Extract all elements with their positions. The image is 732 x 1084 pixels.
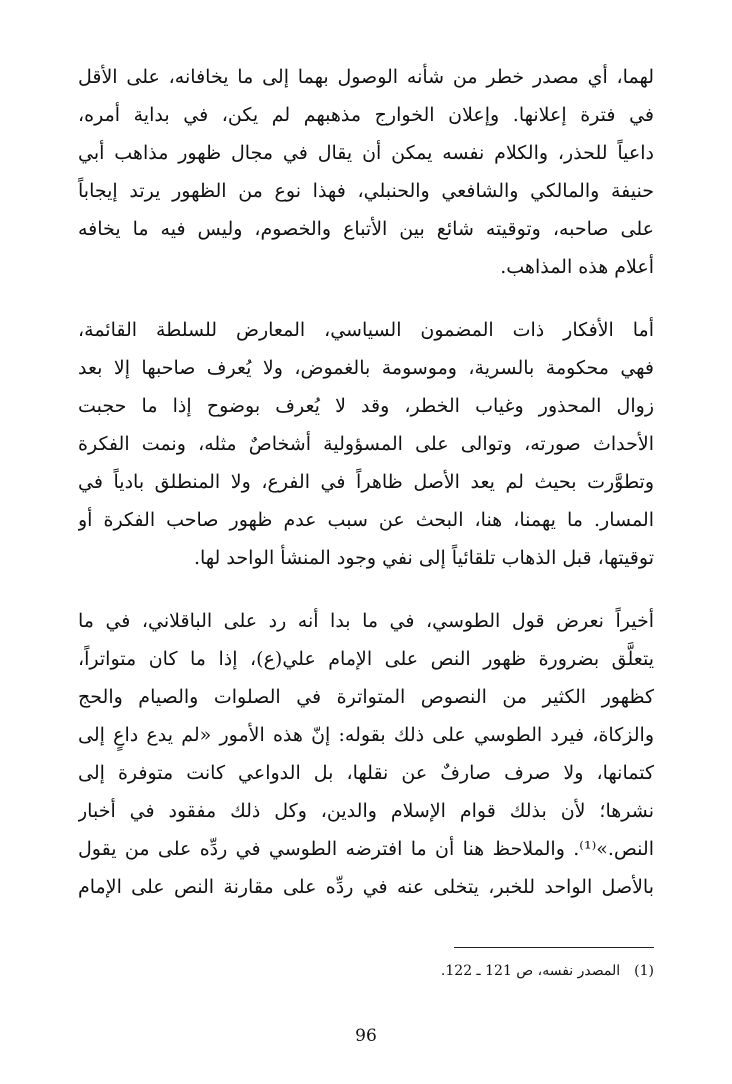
text-line: توقيتها، قبل الذهاب تلقائياً إلى نفي وجود المنشأ الواحد لها. <box>193 547 654 569</box>
text-line: كتمانها، ولا صرف صارفٌ عن نقلها، بل الدواعي كانت متوفرة إلى <box>78 762 654 784</box>
text-line: داعياً للحذر، والكلام نفسه يمكن أن يقال في مجال ظهور مذاهب أبي <box>78 142 654 164</box>
text-line: أخيراً نعرض قول الطوسي، في ما بدا أنه رد على الباقلاني، في ما <box>78 610 654 632</box>
text-line: حنيفة والمالكي والشافعي والحنبلي، فهذا نوع من الظهور يرتد إيجاباً <box>78 180 654 202</box>
text-line: أما الأفكار ذات المضمون السياسي، المعارض للسلطة القائمة، <box>78 319 654 341</box>
footnote-text: المصدر نفسه، ص 121 ـ 122. <box>440 963 621 979</box>
text-line: نشرها؛ لأن بذلك قوام الإسلام والدين، وكل ذلك مفقود في أخبار <box>78 800 654 822</box>
page-number: 96 <box>355 1026 377 1046</box>
text-line: بالأصل الواحد للخبر، يتخلى عنه في ردِّه على مقارنة النص على الإمام <box>78 876 654 898</box>
text-line: لهما، أي مصدر خطر من شأنه الوصول بهما إلى ما يخافانه، على الأقل <box>78 66 654 88</box>
footnote-divider <box>454 947 654 948</box>
text-line: وتطوَّرت بحيث لم يعد الأصل ظاهراً في الفرع، ولا المنطلق بادياً في <box>78 471 654 493</box>
footnote <box>300 957 654 985</box>
text-line: على صاحبه، وتوقيته شائع بين الأتباع والخصوم، وليس فيه ما يخافه <box>78 218 654 240</box>
text-line: كظهور الكثير من النصوص المتواترة في الصلوات والصيام والحج <box>78 686 654 708</box>
text-line: زوال المحذور وغياب الخطر، وقد لا يُعرف بوضوح إذا ما حجبت <box>78 395 654 417</box>
text-line: فهي محكومة بالسرية، وموسومة بالغموض، ولا يُعرف صاحبها إلا بعد <box>78 357 654 379</box>
text-line: أعلام هذه المذاهب. <box>500 256 654 278</box>
text-line: والزكاة، فيرد الطوسي على ذلك بقوله: إنّ هذه الأمور «لم يدع داعٍ إلى <box>78 724 654 746</box>
text-line: النص.»⁽¹⁾. والملاحظ هنا أن ما افترضه الطوسي في ردِّه على من يقول <box>78 838 654 860</box>
paragraph-2 <box>78 311 654 577</box>
text-line: المسار. ما يهمنا، هنا، البحث عن سبب عدم ظهور صاحب الفكرة أو <box>78 509 654 531</box>
text-line: في فترة إعلانها. وإعلان الخوارج مذهبهم لم يكن، في بداية أمره، <box>78 104 654 126</box>
text-line: الأحداث صورته، وتوالى على المسؤولية أشخاصٌ مثله، ونمت الفكرة <box>78 433 654 455</box>
text-line: يتعلَّق بضرورة ظهور النص على الإمام علي(ع)، إذا ما كان متواتراً، <box>78 648 654 670</box>
footnote-number: (1) <box>634 963 654 979</box>
paragraph-1 <box>78 58 654 286</box>
paragraph-3 <box>78 602 654 906</box>
